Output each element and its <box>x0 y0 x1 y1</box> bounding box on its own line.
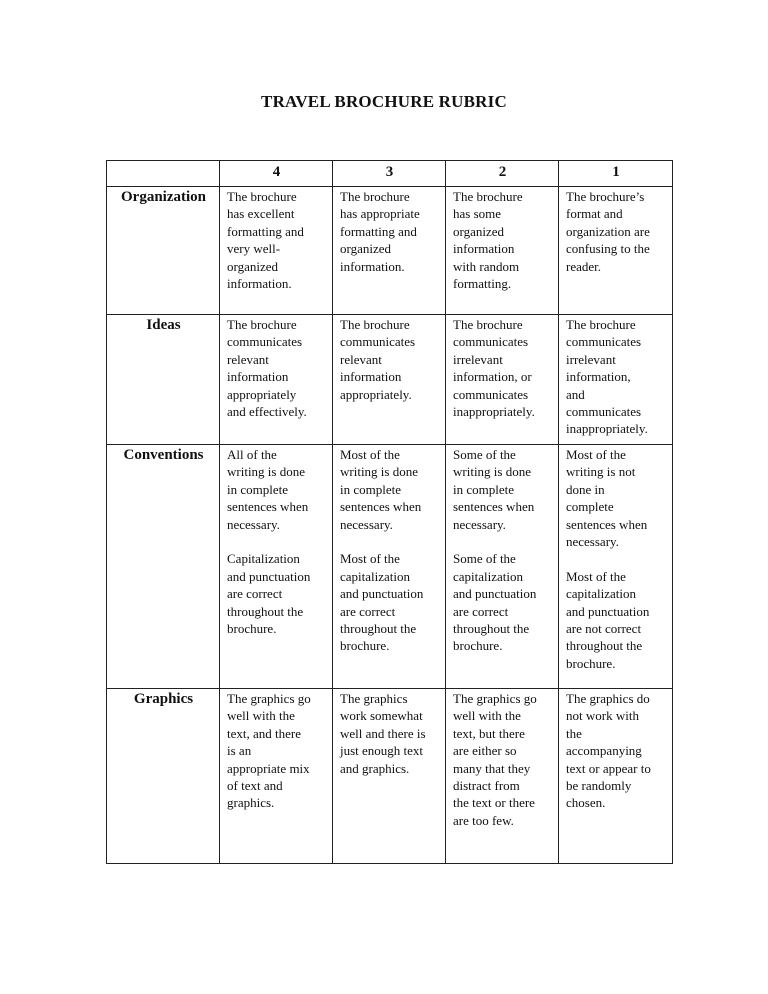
cell: The brochure communicates irrelevant information, and communicates inappropriately. <box>559 315 673 445</box>
cell: The graphics go well with the text, and there is an appropriate mix of text and graphics. <box>220 689 333 864</box>
header-score-3: 3 <box>333 161 446 187</box>
table-row <box>107 187 673 315</box>
criterion-graphics: Graphics <box>107 689 220 864</box>
header-score-2: 2 <box>446 161 559 187</box>
cell: The brochure has some organized information with random formatting. <box>446 187 559 315</box>
cell: The brochure communicates relevant information appropriately. <box>333 315 446 445</box>
header-score-1: 1 <box>559 161 673 187</box>
page-title: TRAVEL BROCHURE RUBRIC <box>261 92 507 111</box>
table-row <box>107 445 673 689</box>
cell: The brochure communicates irrelevant information, or communicates inappropriately. <box>446 315 559 445</box>
header-score-4: 4 <box>220 161 333 187</box>
cell: The graphics go well with the text, but there are either so many that they distract from the text or there are too few. <box>446 689 559 864</box>
cell: The brochure’s format and organization are confusing to the reader. <box>559 187 673 315</box>
cell: Most of the writing is done in complete sentences when necessary. Most of the capitalization and punctuation are correct throughout the brochure. <box>333 445 446 689</box>
cell: The brochure communicates relevant information appropriately and effectively. <box>220 315 333 445</box>
criterion-conventions: Conventions <box>107 445 220 689</box>
cell: The brochure has appropriate formatting and organized information. <box>333 187 446 315</box>
cell: The graphics do not work with the accompanying text or appear to be randomly chosen. <box>559 689 673 864</box>
header-blank <box>107 161 220 187</box>
table-row <box>107 315 673 445</box>
criterion-organization: Organization <box>107 187 220 315</box>
rubric-table <box>106 160 673 864</box>
header-row <box>107 161 673 187</box>
cell: Most of the writing is not done in complete sentences when necessary. Most of the capitalization and punctuation are not correct throughout the brochure. <box>559 445 673 689</box>
cell: All of the writing is done in complete sentences when necessary. Capitalization and punctuation are correct throughout the brochure. <box>220 445 333 689</box>
criterion-ideas: Ideas <box>107 315 220 445</box>
table-row <box>107 689 673 864</box>
cell: Some of the writing is done in complete sentences when necessary. Some of the capitalization and punctuation are correct throughout the brochure. <box>446 445 559 689</box>
cell: The graphics work somewhat well and there is just enough text and graphics. <box>333 689 446 864</box>
cell: The brochure has excellent formatting and very well- organized information. <box>220 187 333 315</box>
